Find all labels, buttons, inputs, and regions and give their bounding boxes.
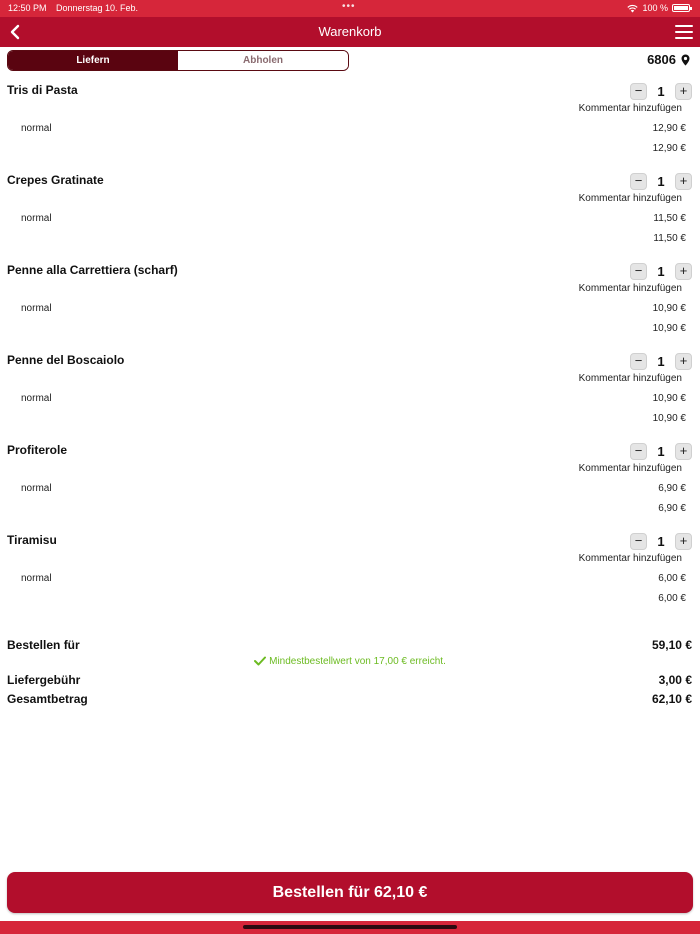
item-unit-price: 10,90 € bbox=[652, 393, 686, 404]
item-total-price: 6,90 € bbox=[658, 503, 686, 514]
increase-quantity-button[interactable]: + bbox=[675, 263, 692, 280]
item-unit-price: 11,50 € bbox=[653, 213, 686, 224]
segment-pickup[interactable]: Abholen bbox=[178, 51, 348, 70]
cart-item bbox=[0, 353, 700, 443]
status-date: Donnerstag 10. Feb. bbox=[56, 3, 139, 13]
item-name: Penne alla Carrettiera (scharf) bbox=[7, 263, 178, 277]
decrease-quantity-button[interactable]: − bbox=[630, 443, 647, 460]
cart-item bbox=[0, 173, 700, 263]
nav-bar bbox=[0, 17, 700, 47]
delivery-fee-label: Liefergebühr bbox=[7, 673, 81, 687]
item-total-price: 12,90 € bbox=[652, 143, 686, 154]
item-unit-price: 6,90 € bbox=[658, 483, 686, 494]
add-comment-link[interactable]: Kommentar hinzufügen bbox=[578, 283, 682, 294]
cart-item bbox=[0, 533, 700, 623]
item-variant: normal bbox=[21, 123, 52, 134]
zip-code-selector[interactable] bbox=[647, 52, 690, 67]
add-comment-link[interactable]: Kommentar hinzufügen bbox=[578, 103, 682, 114]
order-subtotal-row bbox=[7, 638, 692, 652]
cart-item bbox=[0, 443, 700, 533]
quantity-stepper bbox=[630, 83, 692, 101]
add-comment-link[interactable]: Kommentar hinzufügen bbox=[578, 373, 682, 384]
item-total-price: 10,90 € bbox=[652, 413, 686, 424]
decrease-quantity-button[interactable]: − bbox=[630, 353, 647, 370]
status-right bbox=[627, 3, 690, 13]
item-unit-price: 10,90 € bbox=[652, 303, 686, 314]
status-bar bbox=[0, 0, 700, 17]
grand-total-value: 62,10 € bbox=[651, 692, 692, 706]
item-name: Penne del Boscaiolo bbox=[7, 353, 125, 367]
order-subtotal-value: 59,10 € bbox=[651, 638, 692, 652]
status-time: 12:50 PM bbox=[8, 3, 47, 13]
item-total-price: 10,90 € bbox=[652, 323, 686, 334]
grand-total-row bbox=[7, 692, 692, 706]
delivery-mode-segment bbox=[7, 50, 349, 71]
item-quantity: 1 bbox=[657, 444, 665, 459]
item-name: Profiterole bbox=[7, 443, 68, 457]
quantity-stepper bbox=[630, 263, 692, 281]
item-variant: normal bbox=[21, 573, 52, 584]
decrease-quantity-button[interactable]: − bbox=[630, 173, 647, 190]
quantity-stepper bbox=[630, 353, 692, 371]
order-subtotal-label: Bestellen für bbox=[7, 638, 80, 652]
delivery-fee-value: 3,00 € bbox=[658, 673, 692, 687]
item-name: Tris di Pasta bbox=[7, 83, 78, 97]
item-total-price: 6,00 € bbox=[658, 593, 686, 604]
segment-deliver[interactable]: Liefern bbox=[8, 51, 178, 70]
add-comment-link[interactable]: Kommentar hinzufügen bbox=[578, 463, 682, 474]
checkmark-icon bbox=[254, 656, 266, 666]
minimum-order-notice bbox=[0, 656, 700, 667]
quantity-stepper bbox=[630, 173, 692, 191]
minimum-order-text: Mindestbestellwert von 17,00 € erreicht. bbox=[269, 656, 446, 667]
item-quantity: 1 bbox=[657, 264, 665, 279]
battery-icon bbox=[672, 4, 690, 12]
decrease-quantity-button[interactable]: − bbox=[630, 263, 647, 280]
home-indicator[interactable] bbox=[243, 925, 457, 929]
add-comment-link[interactable]: Kommentar hinzufügen bbox=[578, 193, 682, 204]
page-title: Warenkorb bbox=[318, 24, 382, 39]
increase-quantity-button[interactable]: + bbox=[675, 533, 692, 550]
delivery-fee-row bbox=[7, 673, 692, 687]
item-quantity: 1 bbox=[657, 354, 665, 369]
grand-total-label: Gesamtbetrag bbox=[7, 692, 88, 706]
item-variant: normal bbox=[21, 213, 52, 224]
decrease-quantity-button[interactable]: − bbox=[630, 533, 647, 550]
item-quantity: 1 bbox=[657, 84, 665, 99]
multitasking-dots-icon[interactable]: ••• bbox=[342, 1, 356, 12]
cart-item bbox=[0, 263, 700, 353]
item-name: Crepes Gratinate bbox=[7, 173, 104, 187]
item-total-price: 11,50 € bbox=[653, 233, 686, 244]
increase-quantity-button[interactable]: + bbox=[675, 173, 692, 190]
item-unit-price: 6,00 € bbox=[658, 573, 686, 584]
item-unit-price: 12,90 € bbox=[652, 123, 686, 134]
item-name: Tiramisu bbox=[7, 533, 57, 547]
place-order-button[interactable]: Bestellen für 62,10 € bbox=[7, 872, 693, 913]
item-variant: normal bbox=[21, 303, 52, 314]
quantity-stepper bbox=[630, 443, 692, 461]
increase-quantity-button[interactable]: + bbox=[675, 353, 692, 370]
add-comment-link[interactable]: Kommentar hinzufügen bbox=[578, 553, 682, 564]
cart-item bbox=[0, 83, 700, 173]
hamburger-menu-icon[interactable] bbox=[675, 25, 693, 39]
quantity-stepper bbox=[630, 533, 692, 551]
increase-quantity-button[interactable]: + bbox=[675, 83, 692, 100]
location-pin-icon bbox=[681, 54, 690, 66]
item-variant: normal bbox=[21, 483, 52, 494]
item-quantity: 1 bbox=[657, 174, 665, 189]
decrease-quantity-button[interactable]: − bbox=[630, 83, 647, 100]
item-variant: normal bbox=[21, 393, 52, 404]
battery-percent: 100 % bbox=[642, 3, 668, 13]
zip-code: 6806 bbox=[647, 52, 676, 67]
item-quantity: 1 bbox=[657, 534, 665, 549]
wifi-icon bbox=[627, 4, 638, 13]
increase-quantity-button[interactable]: + bbox=[675, 443, 692, 460]
